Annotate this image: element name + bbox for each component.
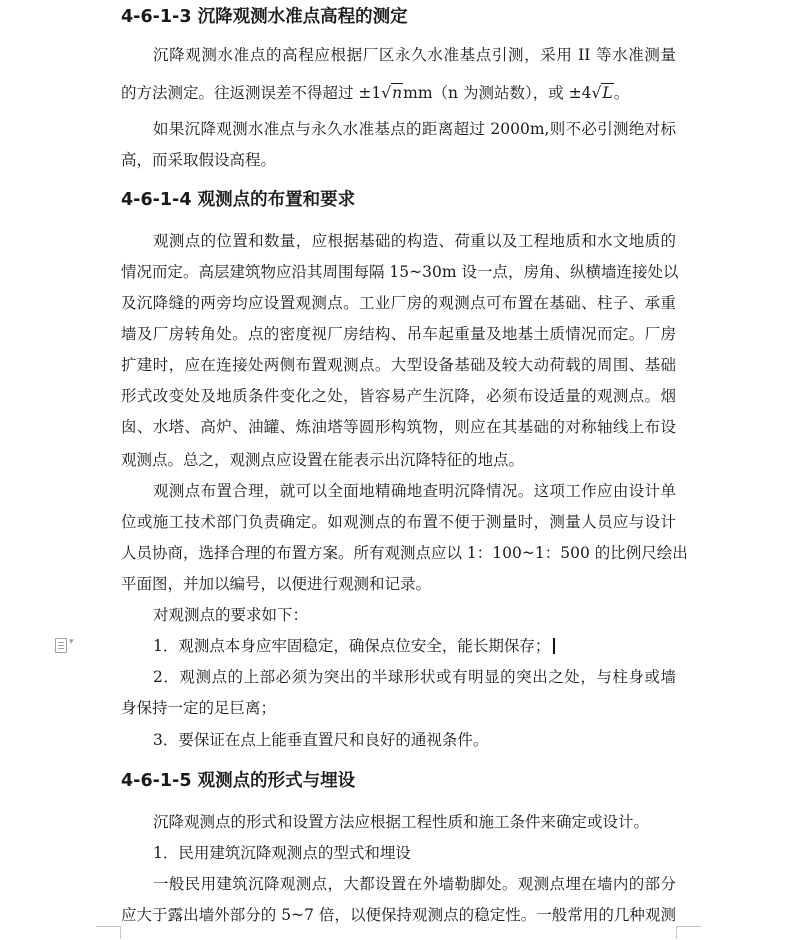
section-heading-4-6-1-3: 4-6-1-3 沉降观测水准点高程的测定 (121, 7, 408, 27)
paragraph-line-with-formula (121, 83, 676, 103)
page-margin-corner-bottom-left (96, 926, 121, 939)
paragraph-line: 墙及厂房转角处。点的密度视厂房结构、吊车起重量及地基土质情况而定。厂房 (121, 325, 676, 343)
paragraph-line: 及沉降缝的两旁均应设置观测点。工业厂房的观测点可布置在基础、柱子、承重 (121, 294, 676, 312)
paragraph-line: 沉降观测点的形式和设置方法应根据工程性质和施工条件来确定或设计。 (153, 813, 650, 831)
paragraph-line: 情况而定。高层建筑物应沿其周围每隔 15~30m 设一点，房角、纵横墙连接处以 (121, 263, 679, 281)
section-heading-4-6-1-4: 4-6-1-4 观测点的布置和要求 (121, 190, 356, 210)
paragraph-line: 如果沉降观测水准点与永久水准基点的距离超过 2000m,则不必引测绝对标 (153, 120, 676, 138)
paragraph-line: 观测点。总之，观测点应设置在能表示出沉降特征的地点。 (121, 451, 525, 469)
paragraph-line: 观测点的位置和数量，应根据基础的构造、荷重以及工程地质和水文地质的 (153, 232, 676, 250)
paragraph-line: 一般民用建筑沉降观测点，大都设置在外墙勒脚处。观测点埋在墙内的部分 (153, 875, 676, 893)
list-item: 1．民用建筑沉降观测点的型式和埋设 (153, 844, 411, 862)
sqrt-l-formula: √L (591, 84, 613, 102)
requirement-item-1 (153, 636, 676, 656)
paragraph-line: 沉降观测水准点的高程应根据厂区永久水准基点引测，采用 II 等水准测量 (153, 46, 676, 64)
page-margin-corner-bottom-right (676, 926, 701, 939)
paragraph-line: 位或施工技术部门负责确定。如观测点的布置不便于测量时，测量人员应与设计 (121, 513, 676, 531)
paragraph-line: 人员协商，选择合理的布置方案。所有观测点应以 1：100~1：500 的比例尺绘出 (121, 544, 688, 562)
paragraph-line: 高，而采取假设高程。 (121, 151, 277, 169)
dropdown-arrow-icon: ▾ (69, 637, 74, 647)
section-heading-4-6-1-5: 4-6-1-5 观测点的形式与埋设 (121, 771, 356, 791)
requirement-item-2-cont: 身保持一定的足巨离； (121, 699, 277, 717)
document-glyph-icon (55, 638, 67, 653)
paragraph-line: 囱、水塔、高炉、油罐、炼油塔等圆形构筑物，则应在其基础的对称轴线上布设 (121, 418, 676, 436)
paragraph-line: 观测点布置合理，就可以全面地精确地查明沉降情况。这项工作应由设计单 (153, 482, 676, 500)
text-segment: mm（n 为测站数），或 ±4 (403, 84, 592, 102)
requirements-intro: 对观测点的要求如下： (153, 606, 309, 624)
requirement-item-3: 3．要保证在点上能垂直置尺和良好的通视条件。 (153, 731, 489, 749)
requirement-item-2: 2．观测点的上部必须为突出的半球形状或有明显的突出之处，与柱身或墙 (153, 668, 676, 686)
paragraph-line: 扩建时，应在连接处两侧布置观测点。大型设备基础及较大动荷载的周围、基础 (121, 356, 676, 374)
paragraph-line: 形式改变处及地质条件变化之处，皆容易产生沉降，必须布设适量的观测点。烟 (121, 387, 676, 405)
radicand-l: L (602, 84, 613, 102)
text-segment: 的方法测定。往返测误差不得超过 ±1 (121, 84, 382, 102)
text-cursor (553, 638, 555, 654)
radicand-n: n (392, 84, 403, 102)
requirement-text: 1．观测点本身应牢固稳定，确保点位安全，能长期保存； (153, 637, 551, 655)
document-icon[interactable] (55, 637, 77, 655)
paragraph-line: 平面图，并加以编号，以便进行观测和记录。 (121, 575, 432, 593)
sqrt-n-formula: √n (381, 84, 403, 102)
text-segment: 。 (613, 84, 630, 102)
paragraph-line: 应大于露出墙外部分的 5~7 倍，以便保持观测点的稳定性。一般常用的几种观测 (121, 906, 676, 924)
